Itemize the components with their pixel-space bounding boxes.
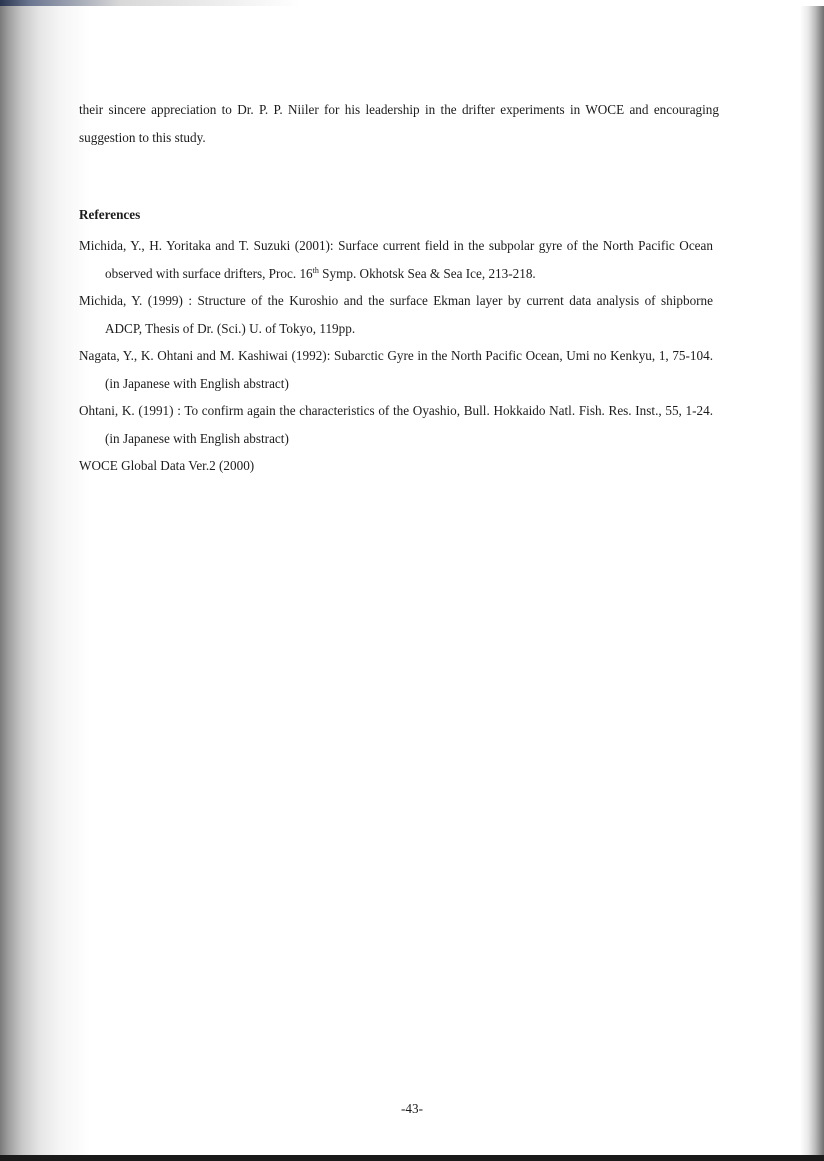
acknowledgement-paragraph: their sincere appreciation to Dr. P. P. Niiler for his leadership in the drifter experiments in WOCE and encouraging suggestion to this study.: [79, 102, 719, 145]
reference-entry: Michida, Y., H. Yoritaka and T. Suzuki (2001): Surface current field in the subpolar gyre of the North Pacific Ocean observed with surface drifters, Proc. 16th Symp. Okhotsk Sea & Sea Ice, 213-218.: [79, 238, 713, 281]
reference-entry: WOCE Global Data Ver.2 (2000): [79, 458, 255, 473]
scan-edge-top: [0, 0, 824, 6]
references-heading: References: [79, 207, 141, 222]
page-number: -43-: [401, 1101, 423, 1116]
reference-entry: Michida, Y. (1999) : Structure of the Kuroshio and the surface Ekman layer by current data analysis of shipborne ADCP, Thesis of Dr. (Sci.) U. of Tokyo, 119pp.: [79, 293, 713, 336]
references-list: [79, 232, 713, 480]
reference-entry: Nagata, Y., K. Ohtani and M. Kashiwai (1992): Subarctic Gyre in the North Pacific Ocean, Umi no Kenkyu, 1, 75-104. (in Japanese with English abstract): [79, 348, 713, 391]
scan-edge-bottom: [0, 1155, 824, 1161]
reference-entry: Ohtani, K. (1991) : To confirm again the characteristics of the Oyashio, Bull. Hokkaido Natl. Fish. Res. Inst., 55, 1-24. (in Japanese with English abstract): [79, 403, 713, 446]
